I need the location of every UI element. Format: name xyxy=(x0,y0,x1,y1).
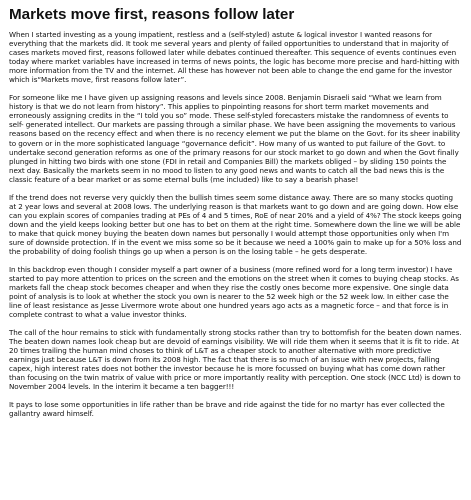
article-title: Markets move first, reasons follow later xyxy=(9,6,295,23)
article-paragraph: It pays to lose some opportunities in life rather than be brave and ride against the tide for no martyr has ever collected the gallantry award himself. xyxy=(9,399,445,418)
article-paragraph: In this backdrop even though I consider myself a part owner of a business (more refined word for a long term investor) I have started to pay more attention to prices on the screen and the emotions on the street when it comes to buying cheap stocks. As markets fall the cheap stock becomes cheaper and when they rise the costly ones become more expensive. One single data point of analysis is to look at whether the stock you own is nearer to the 52 week high or the 52 week low. In either case the line of least resistance as Jesse Livermore wrote about one hundred years ago acts as a magnetic force – and that force is in complete contrast to what a value investor thinks. xyxy=(9,264,459,320)
article-paragraph: The call of the hour remains to stick with fundamentally strong stocks rather than try to bottomfish for the beaten down names. The beaten down names look cheap but are devoid of earnings visibility. We will ride them when it seems that it is fit to ride. At 20 times trailing the human mind choses to think of L&T as a cheaper stock to another alternative with more predictive earnings just because L&T is down from its 2008 high. The fact that there is so much of an issue with new projects, falling capex, high interest rates does not bother the investor because he is more focussed on buying what has come down rather than focusing on the twin matrix of value with price or more importantly reality with perception. One stock (NCC Ltd) is down to November 2004 levels. In the interim it became a ten bagger!!! xyxy=(9,327,462,392)
article-paragraph: For someone like me I have given up assigning reasons and levels since 2008. Benjamin Disraeli said “What we learn from history is that we do not learn from history”. This applies to pinpointing reasons for short term market movements and erroneously assigning credits in the “I told you so” mode. These self-styled forecasters mistake the randomness of events to self- generated intellect. Our markets are passing through a similar phase. We have been assigning the movements to various reasons based on the recency effect and when there is no recency element we put the blame on the Govt. for its sheer inability to govern or in the more sophisticated language “governance deficit”. How many of us wanted to put failure of the Govt. to undertake second generation reforms as one of the primary reasons for our stock market to go down and when the Govt finally plunged in hitting two birds with one stone (FDI in retail and Companies Bill) the markets obliged – by sliding 150 points the next day. Basically the markets seem in no mood to listen to any good news and wants to catch all the bad news this is the classic feature of a bear market or as some eternal bulls (me included) like to say a bearish phase! xyxy=(9,93,461,184)
article-paragraph: When I started investing as a young impatient, restless and a (self-styled) astute & logical investor I wanted reasons for everything that the markets did. It took me several years and plenty of failed opportunities to understand that in majority of cases markets moved first, reasons followed later while debates continued thereafter. This sequence of events continues even today where market variables have increased in terms of news points, the logic has become more precise and hard-hitting with more information from the TV and the internet. All these has however not been able to change the end game for the investor which is“Markets move, first reasons follow later”. xyxy=(9,30,460,85)
article-paragraph: If the trend does not reverse very quickly then the bullish times seem some distance away. There are so many stocks quoting at 2 year lows and several at 2008 lows. The underlying reason is that markets want to go down and are going down. How else can you explain scores of companies trading at PEs of 4 and 5 times, RoE of near 20% and a yield of 4%? The stock keeps going down and the yield keeps looking better but one has to bet on them at the right time. Somewhere down the line we will be able to make that quick money buying the beaten down names but personally I would attempt those opportunities only when I'm sure of downside protection. If in the event we miss some so be it because we need a 100% gain to make up for a 50% loss and the probability of doing foolish things go up when a person is on the losing table – he gets desperate. xyxy=(9,192,462,257)
